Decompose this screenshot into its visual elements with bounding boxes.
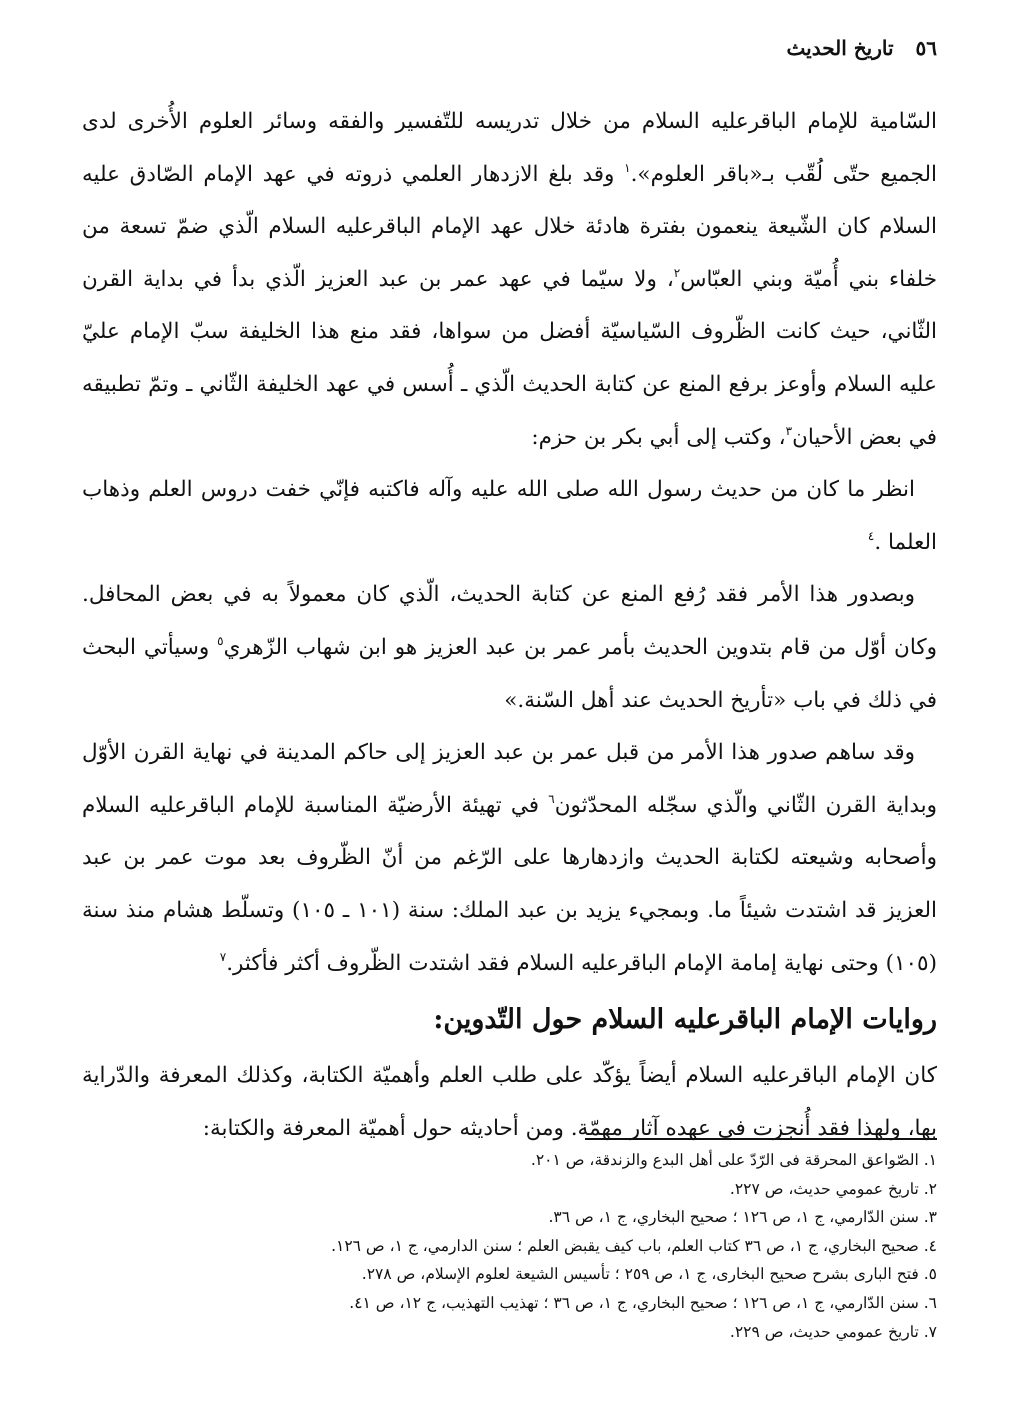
footnote-1: ١. الصّواعق المحرقة فى الرّدّ على أهل البدع والزندقة، ص ٢٠١.	[530, 1151, 937, 1169]
footnote-3: ٣. سنن الدّارمي، ج ١، ص ١٢٦ ؛ صحيح البخاري، ج ١، ص ٣٦.	[548, 1208, 937, 1227]
footnote-2: ٢. تاريخ عمومي حديث، ص ٢٢٧.	[729, 1179, 937, 1198]
running-title: تاريخ الحديث	[786, 36, 894, 60]
main-text	[82, 96, 937, 1155]
footnote-separator	[585, 1138, 937, 1140]
footnote-mark-1: ١	[624, 160, 631, 175]
section-heading: روايات الإمام الباقرعليه السلام حول التّدوين:	[433, 1004, 937, 1036]
footnote-4: ٤. صحيح البخاري، ج ١، ص ٣٦ كتاب العلم، باب كيف يقبض العلم ؛ سنن الدارمي، ج ١، ص ١٢٦.	[331, 1236, 937, 1255]
paragraph-1: السّامية للإمام الباقرعليه السلام من خلال تدريسه للتّفسير والفقه وسائر العلوم الأُخرى لدى الجميع حتّى لُقّب بـ«باقر العلوم».$^١$ وقد بلغ الازدهار العلمي ذروته في عهد الإمام الصّادق عليه السلام كان الشّيعة ينعمون بفترة هادئة خلال عهد الإمام الباقرعليه السلام الّذي ضمّ تسعة من خلفاء بني أُميّة وبني العبّاس$^٢$، ولا سيّما في عهد عمر بن عبد العزيز الّذي بدأ في بداية القرن الثّاني، حيث كانت الظّروف السّياسيّة أفضل من سواها، فقد منع هذا الخليفة سبّ الإمام عليّ عليه السلام وأوعز برفع المنع عن كتابة الحديث الّذي ـ أُسس في عهد الخليفة الثّاني ـ وتمّ تطبيقه في بعض الأحيان$^٣$، وكتب إلى أبي بكر بن حزم:	[82, 109, 937, 450]
footnote-mark-6: ٦	[548, 791, 555, 806]
footnote-mark-4: ٤	[867, 528, 875, 543]
footnote-7: ٧. تاريخ عمومي حديث، ص ٢٢٩.	[729, 1322, 937, 1341]
footnote-mark-5: ٥	[217, 633, 224, 648]
footnotes	[110, 1146, 937, 1346]
running-header	[786, 36, 937, 60]
page-number: ٥٦	[915, 36, 937, 60]
footnote-mark-2: ٢	[673, 265, 681, 280]
quotation: انظر ما كان من حديث رسول الله صلى الله عليه وآله فاكتبه فإنّي خفت دروس العلم وذهاب العلما .$^٤$	[82, 477, 937, 555]
paragraph-3: وقد ساهم صدور هذا الأمر من قبل عمر بن عبد العزيز إلى حاكم المدينة في نهاية القرن الأوّل وبداية القرن الثّاني والّذي سجّله المحدّثون$^٦$ في تهيئة الأرضيّة المناسبة للإمام الباقرعليه السلام وأصحابه وشيعته لكتابة الحديث وازدهارها على الرّغم من أنّ الظّروف بعد موت عمر بن عبد العزيز قد اشتدت شيئاً ما. وبمجيء يزيد بن عبد الملك: سنة (١٠١ ـ ١٠٥) وتسلّط هشام منذ سنة (١٠٥) وحتى نهاية إمامة الإمام الباقرعليه السلام فقد اشتدت الظّروف أكثر فأكثر.$^٧$	[82, 740, 938, 976]
footnote-mark-7: ٧	[219, 949, 227, 964]
footnote-6: ٦. سنن الدّارمي، ج ١، ص ١٢٦ ؛ صحيح البخاري، ج ١، ص ٣٦ ؛ تهذيب التهذيب، ج ١٢، ص ٤١.	[349, 1293, 937, 1312]
paragraph-2: وبصدور هذا الأمر فقد رُفع المنع عن كتابة الحديث، الّذي كان معمولاً به في بعض المحافل. وكان أوّل من قام بتدوين الحديث بأمر عمر بن عبد العزيز هو ابن شهاب الزّهري$^٥$ وسيأتي البحث في ذلك في باب «تأريخ الحديث عند أهل السّنة.»	[82, 582, 937, 713]
footnote-5: ٥. فتح البارى بشرح صحيح البخارى، ج ١، ص ٢٥٩ ؛ تأسيس الشيعة لعلوم الإسلام، ص ٢٧٨.	[361, 1265, 937, 1284]
footnote-mark-3: ٣	[785, 423, 793, 438]
paragraph-4: كان الإمام الباقرعليه السلام أيضاً يؤكّد على طلب العلم وأهميّة الكتابة، وكذلك المعرفة والدّراية بها، ولهذا فقد أُنجزت في عهده آثار مهمّة. ومن أحاديثه حول أهميّة المعرفة والكتابة:	[82, 1063, 937, 1141]
